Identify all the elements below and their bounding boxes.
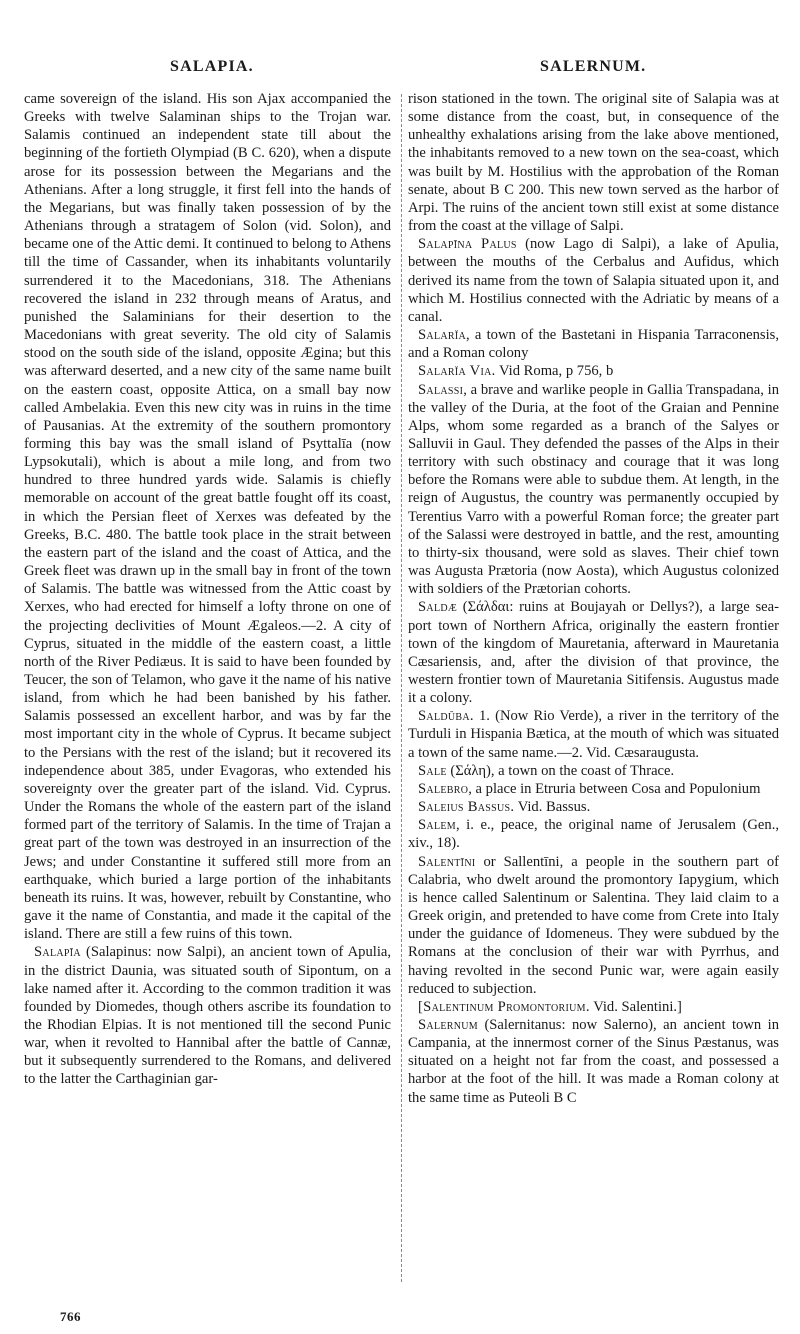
entry-headword: Salarĭa Via. (418, 363, 496, 380)
entry-body: or Sallentīni, a people in the southern part of Calabria, who dwelt around the promontory Iapygium, which is hence called Salentinum or Salentina. They laid claim to a Greek origin, and pretended to have come from Crete into Italy under the guidance of Idomeneus. They were subdued by the Romans at the conclusion of their war with Pyrrhus, and having revolted in the second Punic war, were again easily reduced to subjection. (408, 853, 779, 997)
entry-salentini (408, 853, 779, 998)
entry-salem (408, 816, 779, 852)
entry-headword: Salentīni (418, 853, 476, 870)
entry-salernum (408, 1016, 779, 1107)
entry-salaria (408, 326, 779, 362)
entry-salentinum-promontorium (408, 998, 779, 1016)
entry-headword: Sale (418, 762, 447, 779)
entry-body: , i. e., peace, the original name of Jerusalem (Gen., xiv., 18). (408, 817, 779, 852)
entry-body: , a brave and warlike people in Gallia Transpadana, in the valley of the Duria, at the foot of the Graian and Pennine Alps, whom some regarded as a branch of the Salyes or Salluvii in Gaul. They defended the passes of the Alps in their territory with such obstinacy and courage that it was long before the Romans were able to subdue them. At length, in the reign of Augustus, the country was permanently occupied by Terentius Varro with a powerful Roman force; the greater part of the Salassi were destroyed in battle, and the rest, amounting to thirty-six thousand, were sold as slaves. Their chief town was Augusta Prætoria (now Aosta), which Augustus colonized with soldiers of the Prætorian cohorts. (408, 381, 779, 598)
entry-salassi (408, 381, 779, 599)
running-head-right: SALERNUM. (540, 58, 647, 75)
entry-salduba (408, 707, 779, 761)
entry-body: (Salapinus: now Salpi), an ancient town of Apulia, in the district Daunia, was situated south of Sipontum, on a lake named after it. According to the common tradition it was founded by Diomedes, though others ascribe its foundation to the Rhodian Elpias. It is not mentioned till the second Punic war, when it revolted to Hannibal after the battle of Cannæ, but it subsequently surrendered to the Romans, and delivered to the latter the Carthaginian gar- (24, 944, 391, 1088)
entry-saleius-bassus (408, 798, 779, 816)
column-rule (401, 94, 402, 1282)
text-columns (24, 90, 780, 1290)
entry-headword: Saldæ (418, 599, 458, 616)
running-headers (0, 58, 800, 82)
entry-body: (Σάλδαι: ruins at Boujayah or Dellys?), a large sea-port town of Northern Africa, originally the eastern frontier town of the kingdom of Mauretania, afterward in Mauretania Cæsariensis, and, after the division of that province, the western frontier town of Mauretania Sitifensis. Augustus made it a colony. (408, 599, 779, 707)
page-number: 766 (60, 1309, 81, 1324)
entry-body: Vid. Salentini.] (589, 998, 682, 1015)
entry-salapia (24, 943, 391, 1088)
entry-headword: Salem (418, 817, 456, 834)
entry-body: , a town of the Bastetani in Hispania Tarraconensis, and a Roman colony (408, 327, 779, 362)
entry-salaria-via (408, 362, 779, 380)
entry-body: (Salernitanus: now Salerno), an ancient town in Campania, at the innermost corner of the Sinus Pæstanus, was situated on a height not far from the coast, and possessed a harbor at the foot of the hill. It was made a Roman colony at the same time as Puteoli B C (408, 1016, 779, 1106)
entry-headword: Salebro (418, 780, 469, 797)
left-column (24, 90, 397, 1290)
entry-saldae (408, 598, 779, 707)
entry-headword: Saleius Bassus. (418, 799, 515, 816)
entry-headword: Salarĭa (418, 327, 466, 344)
entry-headword: Salernum (418, 1016, 478, 1033)
entry-headword: Saldŭba. (418, 708, 474, 725)
entry-sale (408, 762, 779, 780)
running-head-left: SALAPIA. (170, 58, 254, 75)
entry-salapina-palus (408, 235, 779, 326)
entry-headword: Salapīna Palus (418, 236, 517, 253)
entry-body: (Σάλη), a town on the coast of Thrace. (446, 762, 675, 779)
entry-headword: [Salentinum Promontorium. (418, 998, 590, 1015)
entry-body: Vid. Bassus. (514, 799, 591, 816)
entry-headword: Salassi (418, 381, 464, 398)
entry-body: Vid Roma, p 756, b (495, 363, 614, 380)
entry-headword: Salapīa (34, 944, 81, 961)
right-column (406, 90, 779, 1290)
entry-salebro (408, 780, 779, 798)
entry-continuation: rison stationed in the town. The original site of Salapia was at some distance from the coast, but, in consequence of the unhealthy exhalations arising from the lake above mentioned, the inhabitants removed to a new town on the sea-coast, which was built by M. Hostilius with the approbation of the Roman senate, about B C 200. This new town served as the harbor of Arpi. The ruins of the ancient town still exist at some distance from the coast at the village of Salpi. (408, 91, 779, 235)
entry-continuation: came sovereign of the island. His son Ajax accompanied the Greeks with twelve Salaminan ships to the Trojan war. Salamis continued an independent state till about the beginning of the fortieth Olympiad (B C. 620), when a dispute arose for its possession between the Megarians and the Athenians. After a long struggle, it first fell into the hands of the Megarians, but was finally taken possession of by the Athenians through a stratagem of Solon (vid. Solon), and became one of the Attic demi. It continued to belong to Athens till the time of Cassander, when its inhabitants voluntarily surrendered it to the Macedonians, 318. The Athenians recovered the island in 232 through means of Aratus, and punished the Salaminians for their desertion to the Macedonians with great severity. The old city of Salamis stood on the south side of the island, opposite Ægina; but this was afterward deserted, and a new city of the same name built on the eastern coast, opposite Attica, on a small bay now called Ambelakia. Even this new city was in ruins in the time of Pausanias. At the extremity of the southern promontory forming this bay was the small island of Psyttalīa (now Lypsokutali), which is about a mile long, and from two hundred to three hundred yards wide. Salamis is chiefly memorable on account of the great battle fought off its coast, in which the Persian fleet of Xerxes was defeated by the Greeks, B.C. 480. The battle took place in the strait between the eastern part of the island and the coast of Attica, and the Greek fleet was drawn up in the small bay in front of the town of Salamis. The battle was witnessed from the Attic coast by Xerxes, who had erected for himself a lofty throne on one of the projecting declivities of Mount Ægaleos.—2. A city of Cyprus, situated in the middle of the eastern coast, a little north of the River Pediæus. It is said to have been founded by Teucer, the son of Telamon, who gave it the name of his native island, from which he had been banished by his father. Salamis possessed an excellent harbor, and was by far the most important city in the whole of Cyprus. It became subject to the Persians with the rest of the island; but it recovered its independence about 385, under Evagoras, who extended his sovereignty over the greater part of the island. Vid. Cyprus. Under the Romans the whole of the eastern part of the island formed part of the territory of Salamis. In the time of Trajan a great part of the town was destroyed in an insurrection of the Jews; and under Constantine it suffered still more from an earthquake, which buried a large portion of the inhabitants beneath its ruins. It was, however, rebuilt by Constantine, who gave it the name of Constantia, and made it the capital of the island. There are still a few ruins of this town. (24, 91, 391, 943)
entry-body: (now Lago di Salpi), a lake of Apulia, between the mouths of the Cerbalus and Aufidus, which derived its name from the town of Salapia situated upon it, and which M. Hostilius connected with the Adriatic by means of a canal. (408, 236, 779, 325)
entry-body: , a place in Etruria between Cosa and Populonium (468, 780, 761, 797)
entry-body: 1. (Now Rio Verde), a river in the territory of the Turduli in Hispania Bætica, at the mouth of which was situated a town of the same name.—2. Vid. Cæsaraugusta. (408, 708, 779, 761)
